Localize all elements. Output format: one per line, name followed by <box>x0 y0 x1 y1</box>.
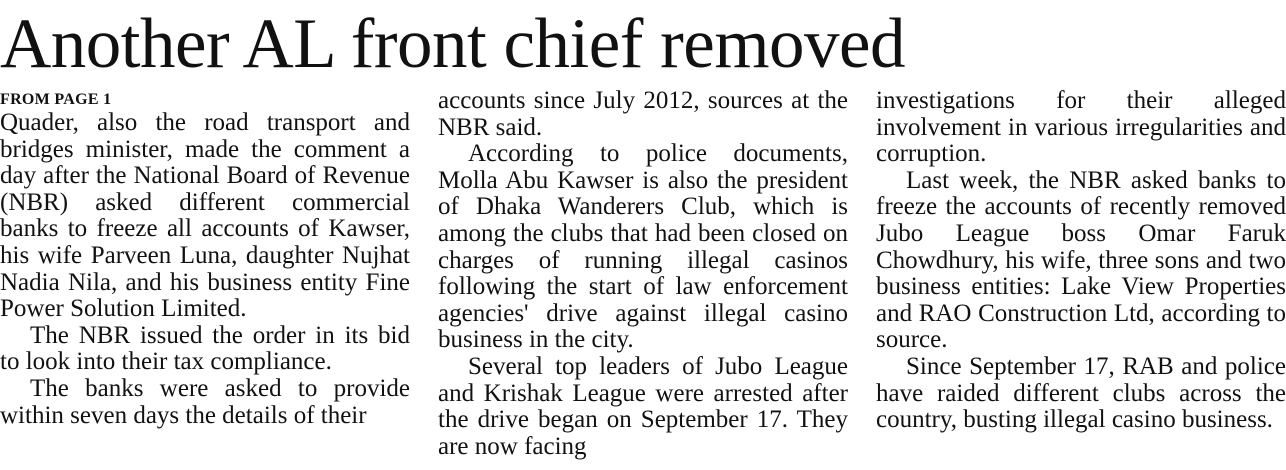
paragraph: Several top leaders of Jubo League and Krishak League were arrested after the drive began on September 17. They are now facing <box>438 352 848 460</box>
article-column-2 <box>438 88 848 460</box>
paragraph: According to police documents, Molla Abu Kawser is also the president of Dhaka Wanderers Club, which is among the clubs that had been closed on charges of running illegal casinos following the start of law enforcement agencies' drive against illegal casino business in the city. <box>438 140 848 354</box>
paragraph: accounts since July 2012, sources at the NBR said. <box>438 87 848 141</box>
paragraph: investigations for their alleged involvement in various irregularities and corruption. <box>876 87 1286 168</box>
paragraph: Last week, the NBR asked banks to freeze the accounts of recently removed Jubo League boss Omar Faruk Chowdhury, his wife, three sons and two business entities: Lake View Properties and RAO Construction Ltd, according to source. <box>876 166 1286 354</box>
continuation-kicker: FROM PAGE 1 <box>0 91 112 108</box>
headline: Another AL front chief removed <box>0 5 906 83</box>
article-column-3 <box>876 88 1286 434</box>
paragraph: Since September 17, RAB and police have raided different clubs across the country, busting illegal casino business. <box>876 352 1286 434</box>
paragraph: The NBR issued the order in its bid to look into their tax compliance. <box>0 321 410 376</box>
paragraph: The banks were asked to provide within seven days the details of their <box>0 374 410 429</box>
paragraph: Quader, also the road transport and bridges minister, made the comment a day after the National Board of Revenue (NBR) asked different commercial banks to freeze all accounts of Kawser, his wife Parveen Luna, daughter Nujhat Nadia Nila, and his business entity Fine Power Solution Limited. <box>0 109 410 323</box>
article-column-1 <box>0 90 410 429</box>
